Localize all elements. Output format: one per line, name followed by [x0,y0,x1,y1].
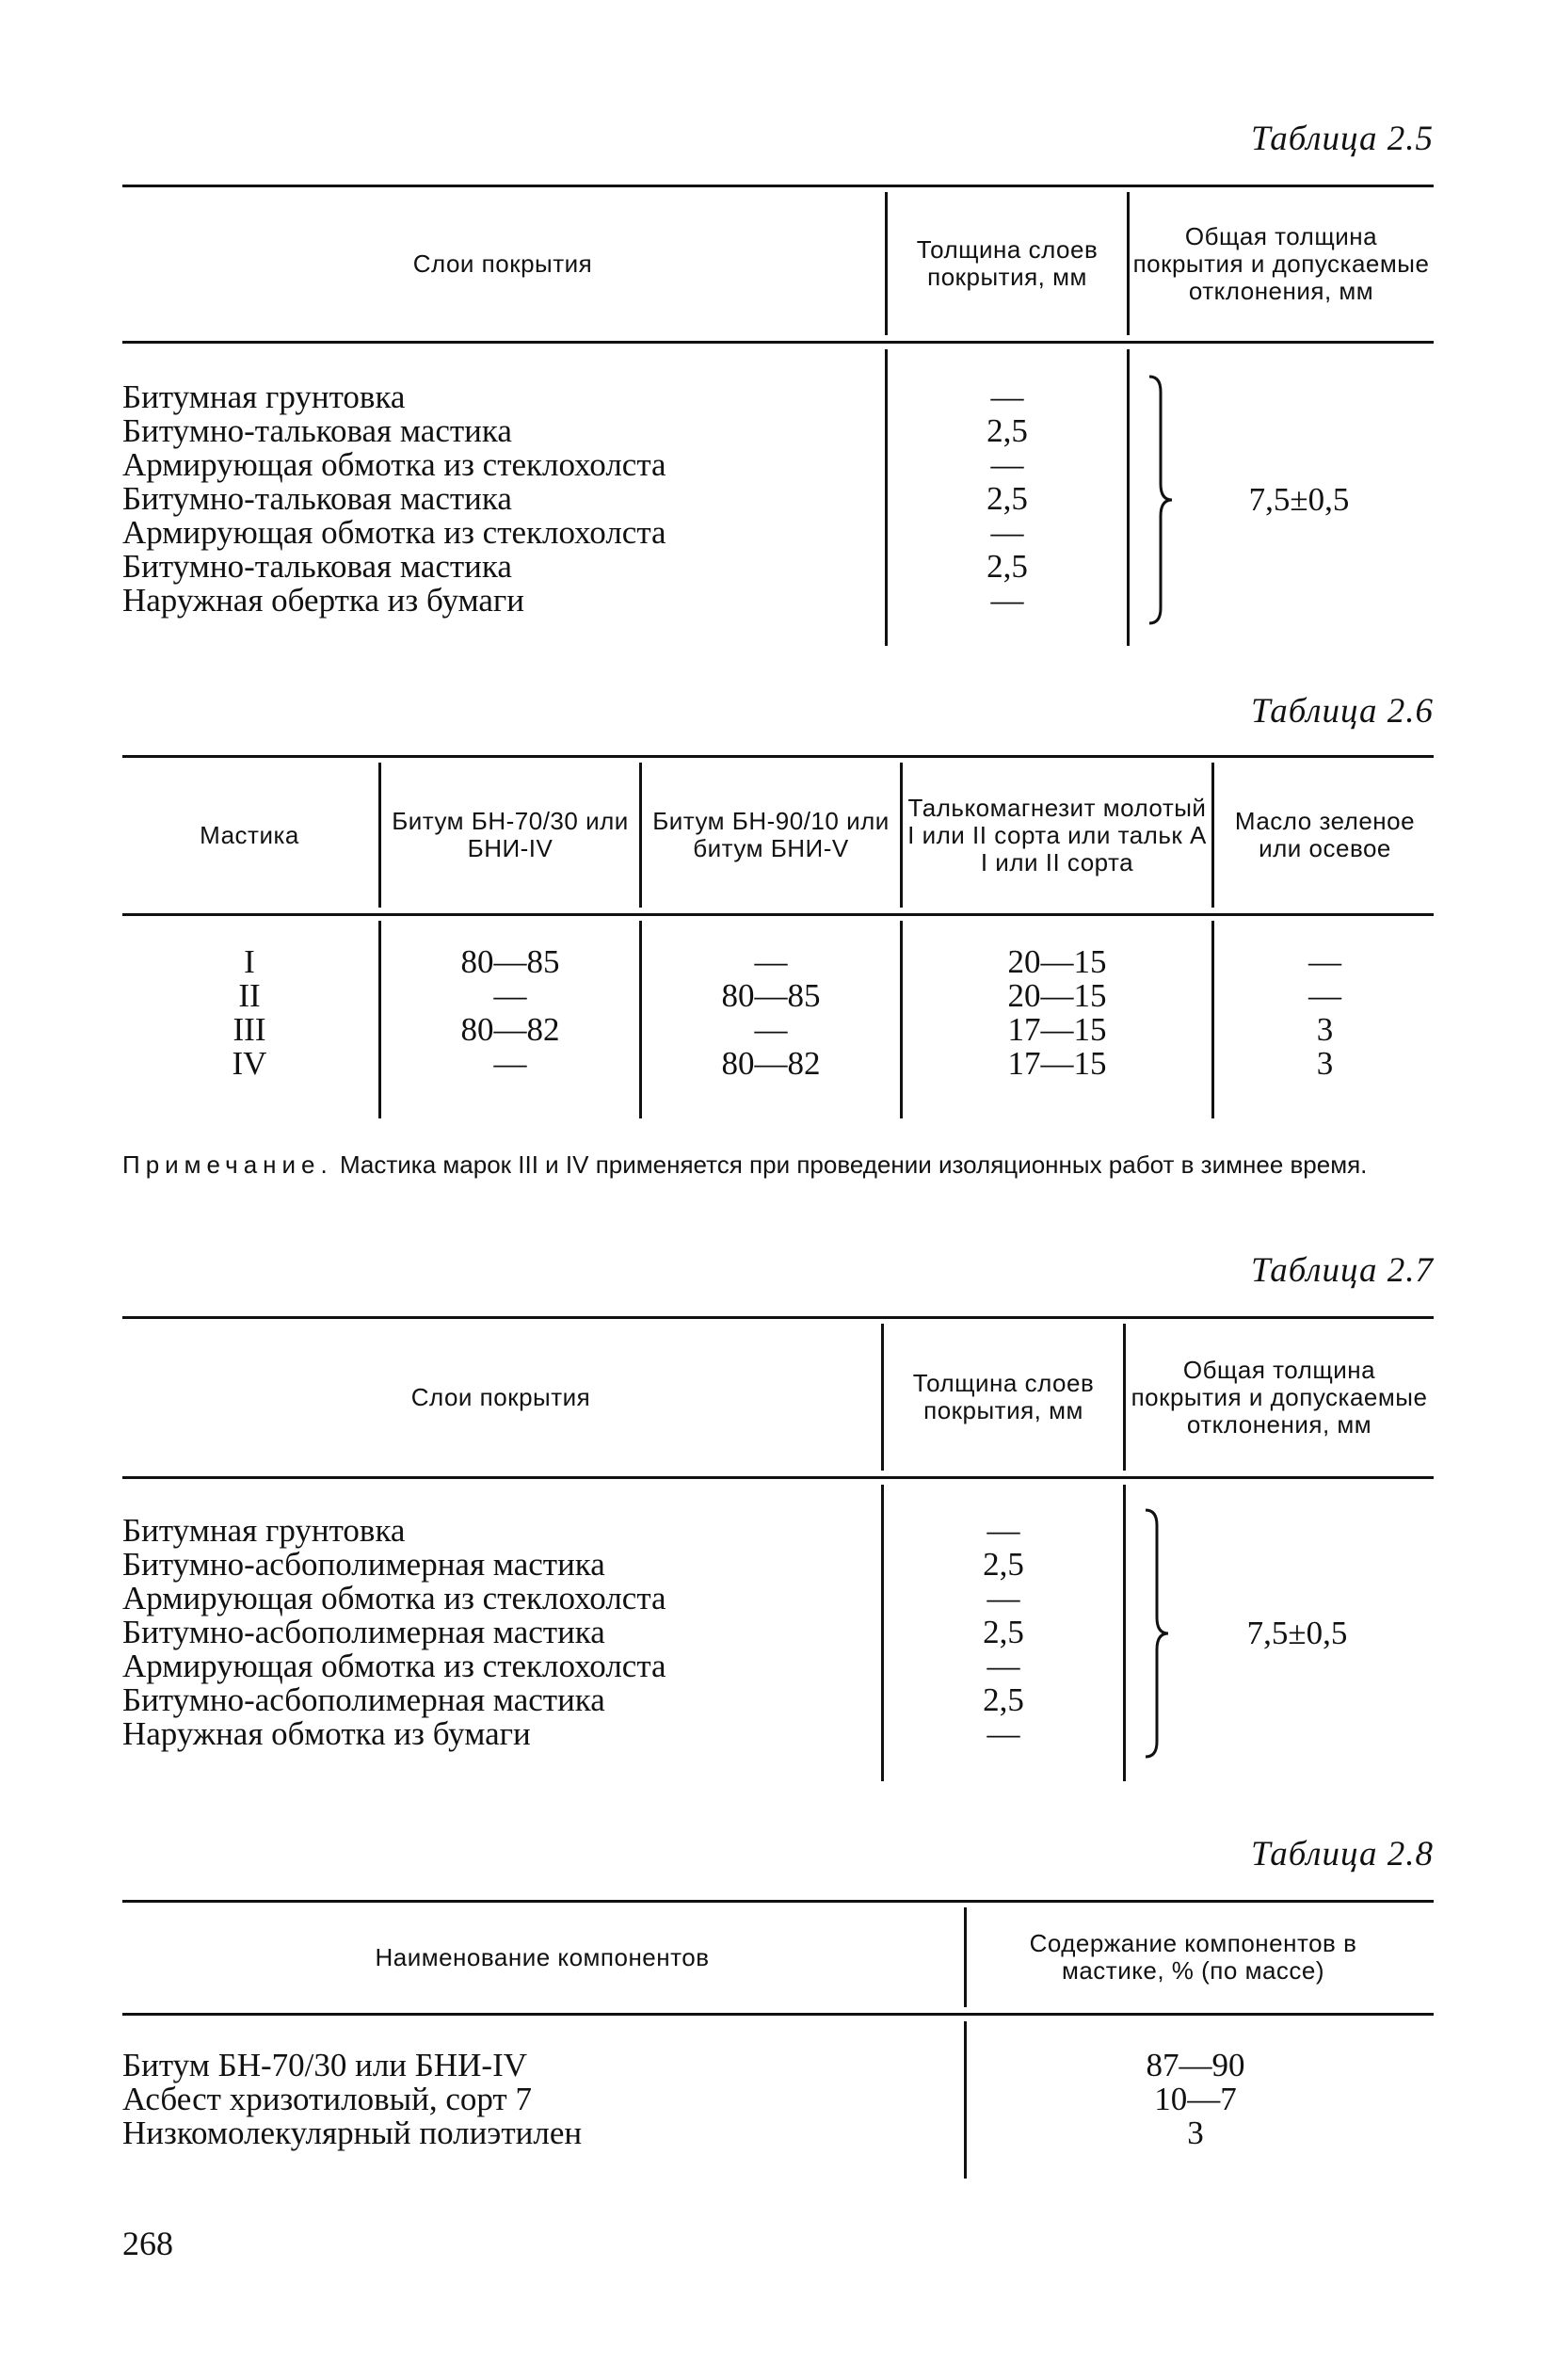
column-divider [1211,763,1214,908]
table-cell: 20—15 [1007,977,1107,1014]
layer-column [122,1514,875,1751]
table-cell: — [990,582,1024,619]
table-cell: 2,5 [987,480,1028,517]
table-cell: — [987,1715,1020,1752]
component-column [122,2049,951,2150]
column-header-layers: Слои покрытия [410,1382,591,1411]
bitumen-bn70-column [386,945,634,1081]
column-header-content: Содержание компонентов в мастике, % (по массе) [1029,1929,1357,1985]
table-rule [122,1900,1434,1903]
column-divider [885,192,888,335]
table-cell: III [233,1011,266,1048]
table-rule [122,2013,1434,2016]
table-cell: I [244,943,255,980]
note-text: Мастика марок III и IV применяется при проведении изоляционных работ в зимнее время. [339,1150,1368,1179]
column-divider [639,921,642,1118]
table-2-5-caption: Таблица 2.5 [1250,120,1434,158]
column-header-total: Общая толщина покрытия и допускаемые отклонения, мм [1131,1355,1428,1439]
table-cell: — [987,1648,1020,1684]
table-cell: 87—90 [1146,2047,1245,2083]
column-divider [885,349,888,646]
table-2-7-caption: Таблица 2.7 [1250,1251,1434,1290]
column-header-thickness: Толщина слоев покрытия, мм [912,1369,1095,1424]
table-cell: 3 [1316,1045,1334,1082]
table-2-8-caption: Таблица 2.8 [1250,1835,1434,1873]
table-cell: 2,5 [983,1614,1024,1650]
column-divider [964,2021,967,2179]
table-cell: — [493,977,527,1014]
table-row: Асбест хризотиловый, сорт 7 [122,2081,532,2117]
column-divider [378,763,381,908]
table-cell: — [987,1580,1020,1616]
column-header-thickness: Толщина слоев покрытия, мм [916,235,1099,291]
table-2-8 [122,1900,1434,2182]
table-row: Битум БН-70/30 или БНИ-IV [122,2047,528,2083]
table-cell: 2,5 [983,1546,1024,1583]
table-cell: 10—7 [1154,2081,1237,2117]
column-header-bitumen-bn70: Битум БН-70/30 или БНИ-IV [392,807,629,862]
column-header-talc: Талькомагнезит молотый I или II сорта или тальк А I или II сорта [907,793,1207,876]
table-cell: 2,5 [983,1681,1024,1718]
column-header-layers: Слои покрытия [412,249,593,278]
table-rule [122,755,1434,758]
column-header-component: Наименование компонентов [375,1942,710,1971]
table-rule [122,913,1434,916]
table-cell: 80—85 [721,977,821,1014]
table-row: Армирующая обмотка из стеклохолста [122,446,666,483]
table-cell: 80—85 [460,943,560,980]
column-header-mastic: Мастика [200,820,299,849]
talc-column [907,945,1207,1081]
column-divider [639,763,642,908]
page-number: 268 [122,2225,173,2262]
table-cell: — [987,1512,1020,1549]
curly-brace-icon [1144,373,1181,627]
table-cell: 17—15 [1007,1045,1107,1082]
table-cell: 3 [1316,1011,1334,1048]
table-row: Битумно-тальковая мастика [122,412,512,449]
table-row: Битумно-асбополимерная мастика [122,1546,605,1583]
table-cell: — [990,446,1024,483]
table-2-5 [122,185,1434,650]
table-row: Армирующая обмотка из стеклохолста [122,514,666,551]
table-cell: — [990,514,1024,551]
column-divider [964,1907,967,2007]
column-divider [1123,1324,1126,1471]
column-divider [1123,1485,1126,1781]
table-rule [122,185,1434,187]
table-row: Низкомолекулярный полиэтилен [122,2115,583,2151]
table-cell: 80—82 [460,1011,560,1048]
table-2-6 [122,755,1434,1122]
column-divider [378,921,381,1118]
table-cell: — [754,1011,788,1048]
table-row: Битумно-асбополимерная мастика [122,1681,605,1718]
layer-column [122,380,875,618]
column-header-total: Общая толщина покрытия и допускаемые отклонения, мм [1132,221,1430,305]
column-divider [900,763,903,908]
column-divider [1127,349,1130,646]
table-row: Битумная грунтовка [122,1512,406,1549]
curly-brace-icon [1140,1506,1178,1761]
table-row: Наружная обертка из бумаги [122,582,525,619]
table-rule [122,341,1434,344]
table-rule [122,1316,1434,1319]
table-cell: — [1308,943,1341,980]
table-row: Наружная обмотка из бумаги [122,1715,531,1752]
column-header-bitumen-bn90: Битум БН-90/10 или битум БНИ-V [652,807,890,862]
table-cell: 20—15 [1007,943,1107,980]
table-cell: 17—15 [1007,1011,1107,1048]
table-row: Битумная грунтовка [122,378,406,415]
table-row: Армирующая обмотка из стеклохолста [122,1580,666,1616]
table-row: Битумно-тальковая мастика [122,480,512,517]
table-cell: 2,5 [987,412,1028,449]
column-divider [900,921,903,1118]
table-note [122,1150,1434,1179]
bitumen-bn90-column [647,945,895,1081]
column-header-oil: Масло зеленое или осевое [1234,807,1416,862]
table-rule [122,1476,1434,1479]
content-column [970,2049,1421,2150]
total-thickness: 7,5±0,5 [1246,1615,1348,1651]
column-divider [881,1324,884,1471]
mastic-column [122,945,377,1081]
table-cell: IV [232,1045,267,1082]
table-cell: — [754,943,788,980]
thickness-column [886,1514,1121,1751]
thickness-column [890,380,1125,618]
table-row: Битумно-асбополимерная мастика [122,1614,605,1650]
table-row: Битумно-тальковая мастика [122,548,512,585]
column-divider [881,1485,884,1781]
table-2-6-caption: Таблица 2.6 [1250,692,1434,731]
table-cell: 2,5 [987,548,1028,585]
column-divider [1127,192,1130,335]
table-cell: 3 [1187,2115,1204,2151]
column-divider [1211,921,1214,1118]
table-cell: II [238,977,261,1014]
oil-column [1219,945,1431,1081]
table-2-7 [122,1316,1434,1785]
total-thickness: 7,5±0,5 [1248,481,1350,518]
note-label: Примечание. [122,1150,333,1179]
table-cell: — [1308,977,1341,1014]
table-cell: — [990,378,1024,415]
table-row: Армирующая обмотка из стеклохолста [122,1648,666,1684]
table-cell: — [493,1045,527,1082]
table-cell: 80—82 [721,1045,821,1082]
